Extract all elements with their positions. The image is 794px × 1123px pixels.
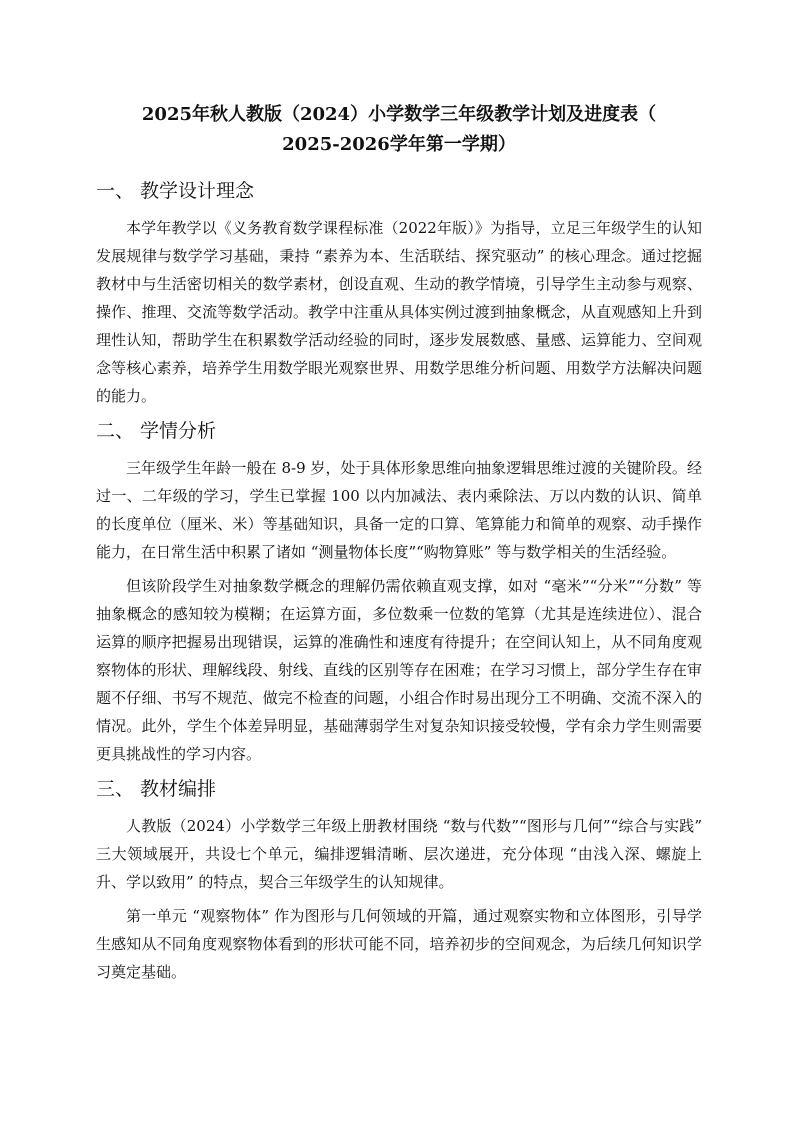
section-teaching-design bbox=[96, 176, 702, 410]
section-student-analysis bbox=[96, 416, 702, 768]
document-title-line-2: 2025-2026学年第一学期） bbox=[282, 134, 516, 155]
section-textbook-arrangement bbox=[96, 774, 702, 986]
paragraph: 三年级学生年龄一般在 8-9 岁，处于具体形象思维向抽象逻辑思维过渡的关键阶段。经过一、二年级的学习，学生已掌握 100 以内加减法、表内乘除法、万以内数的认识、简单的长度单位（厘米、米）等基础知识，具备一定的口算、笔算能力和简单的观察、动手操作能力，在日常生活中积累了诸如 “测量物体长度”“购物算账” 等与数学相关的生活经验。 bbox=[96, 459, 702, 561]
section-heading: 三、 教材编排 bbox=[96, 778, 217, 800]
section-heading: 一、 教学设计理念 bbox=[96, 180, 255, 202]
document-title-line-1: 2025年秋人教版（2024）小学数学三年级教学计划及进度表（ bbox=[141, 104, 657, 125]
section-heading: 二、 学情分析 bbox=[96, 420, 217, 442]
paragraph: 但该阶段学生对抽象数学概念的理解仍需依赖直观支撑，如对 “毫米”“分米”“分数” 等抽象概念的感知较为模糊；在运算方面，多位数乘一位数的笔算（尤其是连续进位）、混合运算的顺序把握易出现错误，运算的准确性和速度有待提升；在空间认知上，从不同角度观察物体的形状、理解线段、射线、直线的区别等存在困难；在学习习惯上，部分学生存在审题不仔细、书写不规范、做完不检查的问题，小组合作时易出现分工不明确、交流不深入的情况。此外，学生个体差异明显，基础薄弱学生对复杂知识接受较慢，学有余力学生则需要更具挑战性的学习内容。 bbox=[96, 577, 702, 763]
paragraph: 人教版（2024）小学数学三年级上册教材围绕 “数与代数”“图形与几何”“综合与实践” 三大领域展开，共设七个单元，编排逻辑清晰、层次递进，充分体现 “由浅入深、螺旋上升、学以致用” 的特点，契合三年级学生的认知规律。 bbox=[96, 817, 702, 891]
paragraph: 本学年教学以《义务教育数学课程标准（2022年版）》为指导，立足三年级学生的认知发展规律与数学学习基础，秉持 “素养为本、生活联结、探究驱动” 的核心理念。通过挖掘教材中与生活密切相关的数学素材，创设直观、生动的教学情境，引导学生主动参与观察、操作、推理、交流等数学活动。教学中注重从具体实例过渡到抽象概念，从直观感知上升到理性认知，帮助学生在积累数学活动经验的同时，逐步发展数感、量感、运算能力、空间观念等核心素养，培养学生用数学眼光观察世界、用数学思维分析问题、用数学方法解决问题的能力。 bbox=[96, 219, 702, 405]
paragraph: 第一单元 “观察物体” 作为图形与几何领域的开篇，通过观察实物和立体图形，引导学生感知从不同角度观察物体看到的形状可能不同，培养初步的空间观念，为后续几何知识学习奠定基础。 bbox=[96, 907, 702, 981]
document-title bbox=[96, 100, 702, 160]
